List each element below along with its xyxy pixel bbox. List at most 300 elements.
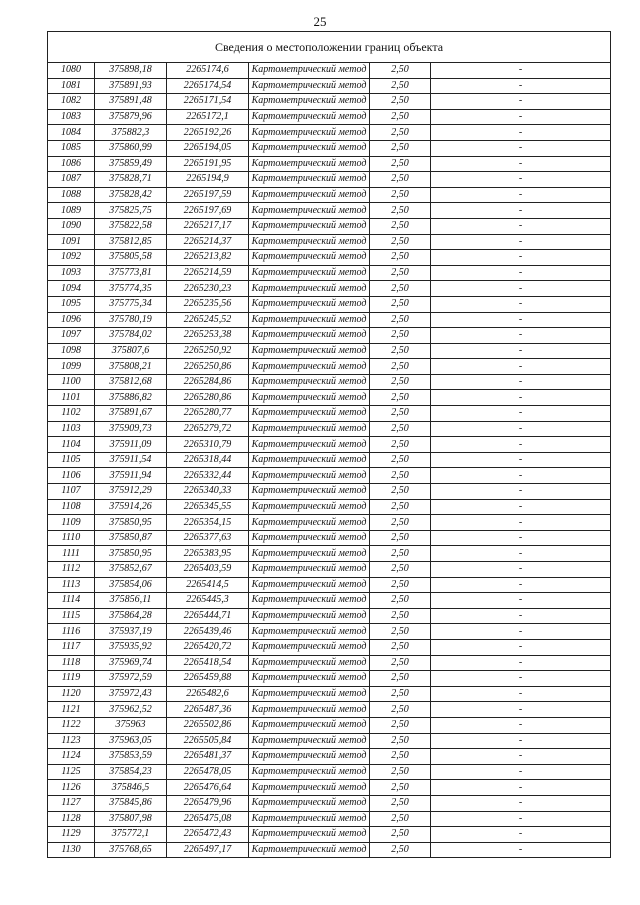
table-row xyxy=(48,452,611,468)
cell-x-coordinate: 375850,95 xyxy=(95,546,167,562)
cell-x-coordinate: 375822,58 xyxy=(95,218,167,234)
cell-accuracy: 2,50 xyxy=(370,203,431,219)
cell-x-coordinate: 375962,52 xyxy=(95,702,167,718)
table-row xyxy=(48,468,611,484)
cell-point-number: 1106 xyxy=(48,468,95,484)
table-row xyxy=(48,312,611,328)
cell-point-number: 1129 xyxy=(48,827,95,843)
cell-point-number: 1085 xyxy=(48,140,95,156)
cell-y-coordinate: 2265377,63 xyxy=(167,530,249,546)
cell-accuracy: 2,50 xyxy=(370,281,431,297)
cell-description: - xyxy=(431,593,611,609)
cell-method: Картометрический метод xyxy=(249,234,370,250)
cell-x-coordinate: 375853,59 xyxy=(95,749,167,765)
cell-accuracy: 2,50 xyxy=(370,328,431,344)
cell-method: Картометрический метод xyxy=(249,484,370,500)
cell-accuracy: 2,50 xyxy=(370,234,431,250)
cell-description: - xyxy=(431,702,611,718)
cell-y-coordinate: 2265194,9 xyxy=(167,172,249,188)
cell-point-number: 1107 xyxy=(48,484,95,500)
table-row xyxy=(48,203,611,219)
cell-description: - xyxy=(431,655,611,671)
cell-point-number: 1127 xyxy=(48,795,95,811)
cell-x-coordinate: 375775,34 xyxy=(95,296,167,312)
cell-description: - xyxy=(431,515,611,531)
cell-x-coordinate: 375825,75 xyxy=(95,203,167,219)
cell-y-coordinate: 2265172,1 xyxy=(167,109,249,125)
cell-point-number: 1126 xyxy=(48,780,95,796)
cell-point-number: 1117 xyxy=(48,639,95,655)
cell-accuracy: 2,50 xyxy=(370,421,431,437)
table-row xyxy=(48,109,611,125)
cell-description: - xyxy=(431,250,611,266)
cell-method: Картометрический метод xyxy=(249,172,370,188)
cell-method: Картометрический метод xyxy=(249,702,370,718)
cell-x-coordinate: 375891,93 xyxy=(95,78,167,94)
cell-x-coordinate: 375911,09 xyxy=(95,437,167,453)
cell-point-number: 1123 xyxy=(48,733,95,749)
cell-y-coordinate: 2265478,05 xyxy=(167,764,249,780)
cell-y-coordinate: 2265245,52 xyxy=(167,312,249,328)
cell-description: - xyxy=(431,328,611,344)
cell-y-coordinate: 2265497,17 xyxy=(167,842,249,858)
cell-method: Картометрический метод xyxy=(249,265,370,281)
cell-x-coordinate: 375860,99 xyxy=(95,140,167,156)
cell-point-number: 1101 xyxy=(48,390,95,406)
cell-description: - xyxy=(431,452,611,468)
cell-x-coordinate: 375963,05 xyxy=(95,733,167,749)
table-row xyxy=(48,577,611,593)
cell-x-coordinate: 375909,73 xyxy=(95,421,167,437)
table-row xyxy=(48,671,611,687)
cell-x-coordinate: 375969,74 xyxy=(95,655,167,671)
cell-description: - xyxy=(431,218,611,234)
cell-y-coordinate: 2265194,05 xyxy=(167,140,249,156)
cell-point-number: 1095 xyxy=(48,296,95,312)
cell-description: - xyxy=(431,780,611,796)
table-row xyxy=(48,172,611,188)
cell-method: Картометрический метод xyxy=(249,63,370,79)
cell-description: - xyxy=(431,203,611,219)
cell-accuracy: 2,50 xyxy=(370,608,431,624)
cell-description: - xyxy=(431,125,611,141)
table-row xyxy=(48,749,611,765)
cell-y-coordinate: 2265476,64 xyxy=(167,780,249,796)
cell-accuracy: 2,50 xyxy=(370,624,431,640)
cell-point-number: 1100 xyxy=(48,374,95,390)
cell-description: - xyxy=(431,764,611,780)
cell-y-coordinate: 2265481,37 xyxy=(167,749,249,765)
table-row xyxy=(48,733,611,749)
cell-description: - xyxy=(431,562,611,578)
cell-accuracy: 2,50 xyxy=(370,842,431,858)
table-row xyxy=(48,390,611,406)
cell-x-coordinate: 375772,1 xyxy=(95,827,167,843)
cell-method: Картометрический метод xyxy=(249,515,370,531)
cell-y-coordinate: 2265479,96 xyxy=(167,795,249,811)
cell-method: Картометрический метод xyxy=(249,359,370,375)
table-row xyxy=(48,562,611,578)
cell-description: - xyxy=(431,686,611,702)
cell-point-number: 1116 xyxy=(48,624,95,640)
cell-x-coordinate: 375859,49 xyxy=(95,156,167,172)
table-row xyxy=(48,328,611,344)
cell-method: Картометрический метод xyxy=(249,187,370,203)
cell-accuracy: 2,50 xyxy=(370,187,431,203)
cell-accuracy: 2,50 xyxy=(370,94,431,110)
cell-x-coordinate: 375780,19 xyxy=(95,312,167,328)
cell-x-coordinate: 375854,23 xyxy=(95,764,167,780)
cell-y-coordinate: 2265284,86 xyxy=(167,374,249,390)
cell-method: Картометрический метод xyxy=(249,842,370,858)
cell-method: Картометрический метод xyxy=(249,156,370,172)
cell-description: - xyxy=(431,484,611,500)
cell-accuracy: 2,50 xyxy=(370,109,431,125)
cell-accuracy: 2,50 xyxy=(370,515,431,531)
table-row xyxy=(48,780,611,796)
cell-accuracy: 2,50 xyxy=(370,265,431,281)
cell-point-number: 1111 xyxy=(48,546,95,562)
cell-point-number: 1092 xyxy=(48,250,95,266)
cell-description: - xyxy=(431,577,611,593)
cell-description: - xyxy=(431,733,611,749)
cell-x-coordinate: 375911,94 xyxy=(95,468,167,484)
cell-x-coordinate: 375911,54 xyxy=(95,452,167,468)
cell-method: Картометрический метод xyxy=(249,109,370,125)
cell-accuracy: 2,50 xyxy=(370,437,431,453)
table-body xyxy=(48,63,611,858)
cell-y-coordinate: 2265171,54 xyxy=(167,94,249,110)
cell-x-coordinate: 375912,29 xyxy=(95,484,167,500)
cell-method: Картометрический метод xyxy=(249,437,370,453)
table-row xyxy=(48,63,611,79)
cell-description: - xyxy=(431,390,611,406)
cell-accuracy: 2,50 xyxy=(370,671,431,687)
cell-accuracy: 2,50 xyxy=(370,562,431,578)
cell-x-coordinate: 375886,82 xyxy=(95,390,167,406)
cell-x-coordinate: 375972,59 xyxy=(95,671,167,687)
table-row xyxy=(48,702,611,718)
cell-x-coordinate: 375879,96 xyxy=(95,109,167,125)
cell-description: - xyxy=(431,265,611,281)
cell-method: Картометрический метод xyxy=(249,795,370,811)
cell-description: - xyxy=(431,234,611,250)
cell-description: - xyxy=(431,842,611,858)
cell-x-coordinate: 375882,3 xyxy=(95,125,167,141)
cell-y-coordinate: 2265439,46 xyxy=(167,624,249,640)
cell-method: Картометрический метод xyxy=(249,140,370,156)
cell-accuracy: 2,50 xyxy=(370,577,431,593)
cell-accuracy: 2,50 xyxy=(370,717,431,733)
cell-accuracy: 2,50 xyxy=(370,686,431,702)
cell-x-coordinate: 375808,21 xyxy=(95,359,167,375)
table-row xyxy=(48,281,611,297)
cell-description: - xyxy=(431,546,611,562)
cell-method: Картометрический метод xyxy=(249,78,370,94)
cell-description: - xyxy=(431,94,611,110)
cell-x-coordinate: 375891,67 xyxy=(95,406,167,422)
cell-method: Картометрический метод xyxy=(249,499,370,515)
cell-y-coordinate: 2265280,77 xyxy=(167,406,249,422)
cell-description: - xyxy=(431,437,611,453)
table-row xyxy=(48,764,611,780)
table-row xyxy=(48,359,611,375)
cell-description: - xyxy=(431,359,611,375)
cell-y-coordinate: 2265482,6 xyxy=(167,686,249,702)
cell-method: Картометрический метод xyxy=(249,624,370,640)
cell-point-number: 1105 xyxy=(48,452,95,468)
cell-method: Картометрический метод xyxy=(249,546,370,562)
cell-accuracy: 2,50 xyxy=(370,374,431,390)
table-row xyxy=(48,499,611,515)
cell-description: - xyxy=(431,624,611,640)
cell-x-coordinate: 375828,71 xyxy=(95,172,167,188)
cell-method: Картометрический метод xyxy=(249,94,370,110)
cell-y-coordinate: 2265445,3 xyxy=(167,593,249,609)
cell-accuracy: 2,50 xyxy=(370,827,431,843)
cell-y-coordinate: 2265174,54 xyxy=(167,78,249,94)
table-row xyxy=(48,125,611,141)
cell-x-coordinate: 375812,85 xyxy=(95,234,167,250)
table-row xyxy=(48,343,611,359)
cell-method: Картометрический метод xyxy=(249,343,370,359)
cell-point-number: 1121 xyxy=(48,702,95,718)
cell-x-coordinate: 375914,26 xyxy=(95,499,167,515)
cell-y-coordinate: 2265505,84 xyxy=(167,733,249,749)
table-row xyxy=(48,717,611,733)
cell-description: - xyxy=(431,374,611,390)
cell-y-coordinate: 2265459,88 xyxy=(167,671,249,687)
cell-method: Картометрический метод xyxy=(249,764,370,780)
cell-x-coordinate: 375898,18 xyxy=(95,63,167,79)
cell-accuracy: 2,50 xyxy=(370,733,431,749)
cell-description: - xyxy=(431,811,611,827)
cell-y-coordinate: 2265192,26 xyxy=(167,125,249,141)
cell-method: Картометрический метод xyxy=(249,811,370,827)
cell-point-number: 1093 xyxy=(48,265,95,281)
cell-method: Картометрический метод xyxy=(249,218,370,234)
cell-y-coordinate: 2265279,72 xyxy=(167,421,249,437)
table-row xyxy=(48,608,611,624)
cell-y-coordinate: 2265332,44 xyxy=(167,468,249,484)
cell-method: Картометрический метод xyxy=(249,577,370,593)
cell-method: Картометрический метод xyxy=(249,328,370,344)
cell-method: Картометрический метод xyxy=(249,312,370,328)
cell-accuracy: 2,50 xyxy=(370,468,431,484)
cell-accuracy: 2,50 xyxy=(370,172,431,188)
table-row xyxy=(48,78,611,94)
cell-y-coordinate: 2265345,55 xyxy=(167,499,249,515)
cell-description: - xyxy=(431,717,611,733)
cell-description: - xyxy=(431,296,611,312)
cell-point-number: 1109 xyxy=(48,515,95,531)
cell-accuracy: 2,50 xyxy=(370,764,431,780)
table-row xyxy=(48,827,611,843)
cell-accuracy: 2,50 xyxy=(370,63,431,79)
cell-point-number: 1080 xyxy=(48,63,95,79)
cell-x-coordinate: 375846,5 xyxy=(95,780,167,796)
cell-x-coordinate: 375773,81 xyxy=(95,265,167,281)
table-row xyxy=(48,655,611,671)
cell-description: - xyxy=(431,499,611,515)
cell-y-coordinate: 2265230,23 xyxy=(167,281,249,297)
cell-accuracy: 2,50 xyxy=(370,218,431,234)
cell-point-number: 1110 xyxy=(48,530,95,546)
cell-accuracy: 2,50 xyxy=(370,296,431,312)
cell-x-coordinate: 375774,35 xyxy=(95,281,167,297)
cell-method: Картометрический метод xyxy=(249,203,370,219)
cell-point-number: 1081 xyxy=(48,78,95,94)
cell-accuracy: 2,50 xyxy=(370,78,431,94)
cell-y-coordinate: 2265310,79 xyxy=(167,437,249,453)
table-row xyxy=(48,437,611,453)
cell-method: Картометрический метод xyxy=(249,374,370,390)
cell-accuracy: 2,50 xyxy=(370,546,431,562)
cell-y-coordinate: 2265174,6 xyxy=(167,63,249,79)
cell-x-coordinate: 375828,42 xyxy=(95,187,167,203)
cell-x-coordinate: 375812,68 xyxy=(95,374,167,390)
cell-method: Картометрический метод xyxy=(249,749,370,765)
cell-description: - xyxy=(431,281,611,297)
table-title: Сведения о местоположении границ объекта xyxy=(48,32,611,63)
cell-accuracy: 2,50 xyxy=(370,655,431,671)
cell-accuracy: 2,50 xyxy=(370,125,431,141)
table-row xyxy=(48,639,611,655)
cell-point-number: 1097 xyxy=(48,328,95,344)
cell-method: Картометрический метод xyxy=(249,452,370,468)
cell-y-coordinate: 2265280,86 xyxy=(167,390,249,406)
cell-description: - xyxy=(431,795,611,811)
cell-description: - xyxy=(431,827,611,843)
cell-accuracy: 2,50 xyxy=(370,749,431,765)
cell-point-number: 1119 xyxy=(48,671,95,687)
cell-y-coordinate: 2265217,17 xyxy=(167,218,249,234)
cell-x-coordinate: 375856,11 xyxy=(95,593,167,609)
cell-description: - xyxy=(431,78,611,94)
table-row xyxy=(48,686,611,702)
cell-method: Картометрический метод xyxy=(249,562,370,578)
cell-y-coordinate: 2265214,59 xyxy=(167,265,249,281)
cell-y-coordinate: 2265414,5 xyxy=(167,577,249,593)
boundary-table-container xyxy=(47,31,610,858)
cell-description: - xyxy=(431,343,611,359)
cell-accuracy: 2,50 xyxy=(370,795,431,811)
cell-description: - xyxy=(431,109,611,125)
cell-x-coordinate: 375850,87 xyxy=(95,530,167,546)
cell-point-number: 1087 xyxy=(48,172,95,188)
cell-point-number: 1102 xyxy=(48,406,95,422)
table-row xyxy=(48,374,611,390)
table-row xyxy=(48,593,611,609)
page-number: 25 xyxy=(313,14,327,29)
cell-point-number: 1091 xyxy=(48,234,95,250)
cell-point-number: 1096 xyxy=(48,312,95,328)
cell-method: Картометрический метод xyxy=(249,296,370,312)
table-row xyxy=(48,421,611,437)
cell-description: - xyxy=(431,608,611,624)
cell-y-coordinate: 2265235,56 xyxy=(167,296,249,312)
table-row xyxy=(48,140,611,156)
cell-method: Картометрический метод xyxy=(249,390,370,406)
cell-y-coordinate: 2265197,69 xyxy=(167,203,249,219)
cell-x-coordinate: 375963 xyxy=(95,717,167,733)
cell-point-number: 1120 xyxy=(48,686,95,702)
cell-method: Картометрический метод xyxy=(249,608,370,624)
cell-x-coordinate: 375864,28 xyxy=(95,608,167,624)
cell-point-number: 1125 xyxy=(48,764,95,780)
cell-method: Картометрический метод xyxy=(249,406,370,422)
cell-description: - xyxy=(431,639,611,655)
table-row xyxy=(48,842,611,858)
cell-point-number: 1113 xyxy=(48,577,95,593)
cell-point-number: 1118 xyxy=(48,655,95,671)
cell-method: Картометрический метод xyxy=(249,421,370,437)
cell-y-coordinate: 2265250,86 xyxy=(167,359,249,375)
table-row xyxy=(48,484,611,500)
cell-point-number: 1088 xyxy=(48,187,95,203)
cell-y-coordinate: 2265383,95 xyxy=(167,546,249,562)
cell-y-coordinate: 2265403,59 xyxy=(167,562,249,578)
table-row xyxy=(48,795,611,811)
cell-x-coordinate: 375768,65 xyxy=(95,842,167,858)
cell-x-coordinate: 375935,92 xyxy=(95,639,167,655)
table-row xyxy=(48,406,611,422)
cell-y-coordinate: 2265354,15 xyxy=(167,515,249,531)
cell-point-number: 1090 xyxy=(48,218,95,234)
cell-description: - xyxy=(431,749,611,765)
table-row xyxy=(48,156,611,172)
cell-point-number: 1094 xyxy=(48,281,95,297)
cell-y-coordinate: 2265250,92 xyxy=(167,343,249,359)
cell-point-number: 1122 xyxy=(48,717,95,733)
cell-method: Картометрический метод xyxy=(249,639,370,655)
cell-method: Картометрический метод xyxy=(249,717,370,733)
cell-y-coordinate: 2265191,95 xyxy=(167,156,249,172)
cell-accuracy: 2,50 xyxy=(370,343,431,359)
cell-y-coordinate: 2265253,38 xyxy=(167,328,249,344)
cell-point-number: 1084 xyxy=(48,125,95,141)
table-row xyxy=(48,530,611,546)
cell-point-number: 1083 xyxy=(48,109,95,125)
cell-accuracy: 2,50 xyxy=(370,811,431,827)
cell-method: Картометрический метод xyxy=(249,671,370,687)
cell-description: - xyxy=(431,468,611,484)
table-row xyxy=(48,546,611,562)
table-header-row xyxy=(48,32,611,63)
boundary-coordinates-table xyxy=(47,31,611,858)
cell-accuracy: 2,50 xyxy=(370,452,431,468)
cell-accuracy: 2,50 xyxy=(370,530,431,546)
cell-point-number: 1114 xyxy=(48,593,95,609)
cell-y-coordinate: 2265197,59 xyxy=(167,187,249,203)
cell-point-number: 1103 xyxy=(48,421,95,437)
cell-method: Картометрический метод xyxy=(249,593,370,609)
cell-accuracy: 2,50 xyxy=(370,780,431,796)
cell-accuracy: 2,50 xyxy=(370,484,431,500)
cell-y-coordinate: 2265475,08 xyxy=(167,811,249,827)
cell-accuracy: 2,50 xyxy=(370,250,431,266)
cell-y-coordinate: 2265472,43 xyxy=(167,827,249,843)
cell-description: - xyxy=(431,312,611,328)
cell-accuracy: 2,50 xyxy=(370,359,431,375)
cell-description: - xyxy=(431,156,611,172)
cell-point-number: 1112 xyxy=(48,562,95,578)
cell-point-number: 1086 xyxy=(48,156,95,172)
cell-point-number: 1089 xyxy=(48,203,95,219)
cell-method: Картометрический метод xyxy=(249,281,370,297)
cell-y-coordinate: 2265214,37 xyxy=(167,234,249,250)
cell-point-number: 1130 xyxy=(48,842,95,858)
